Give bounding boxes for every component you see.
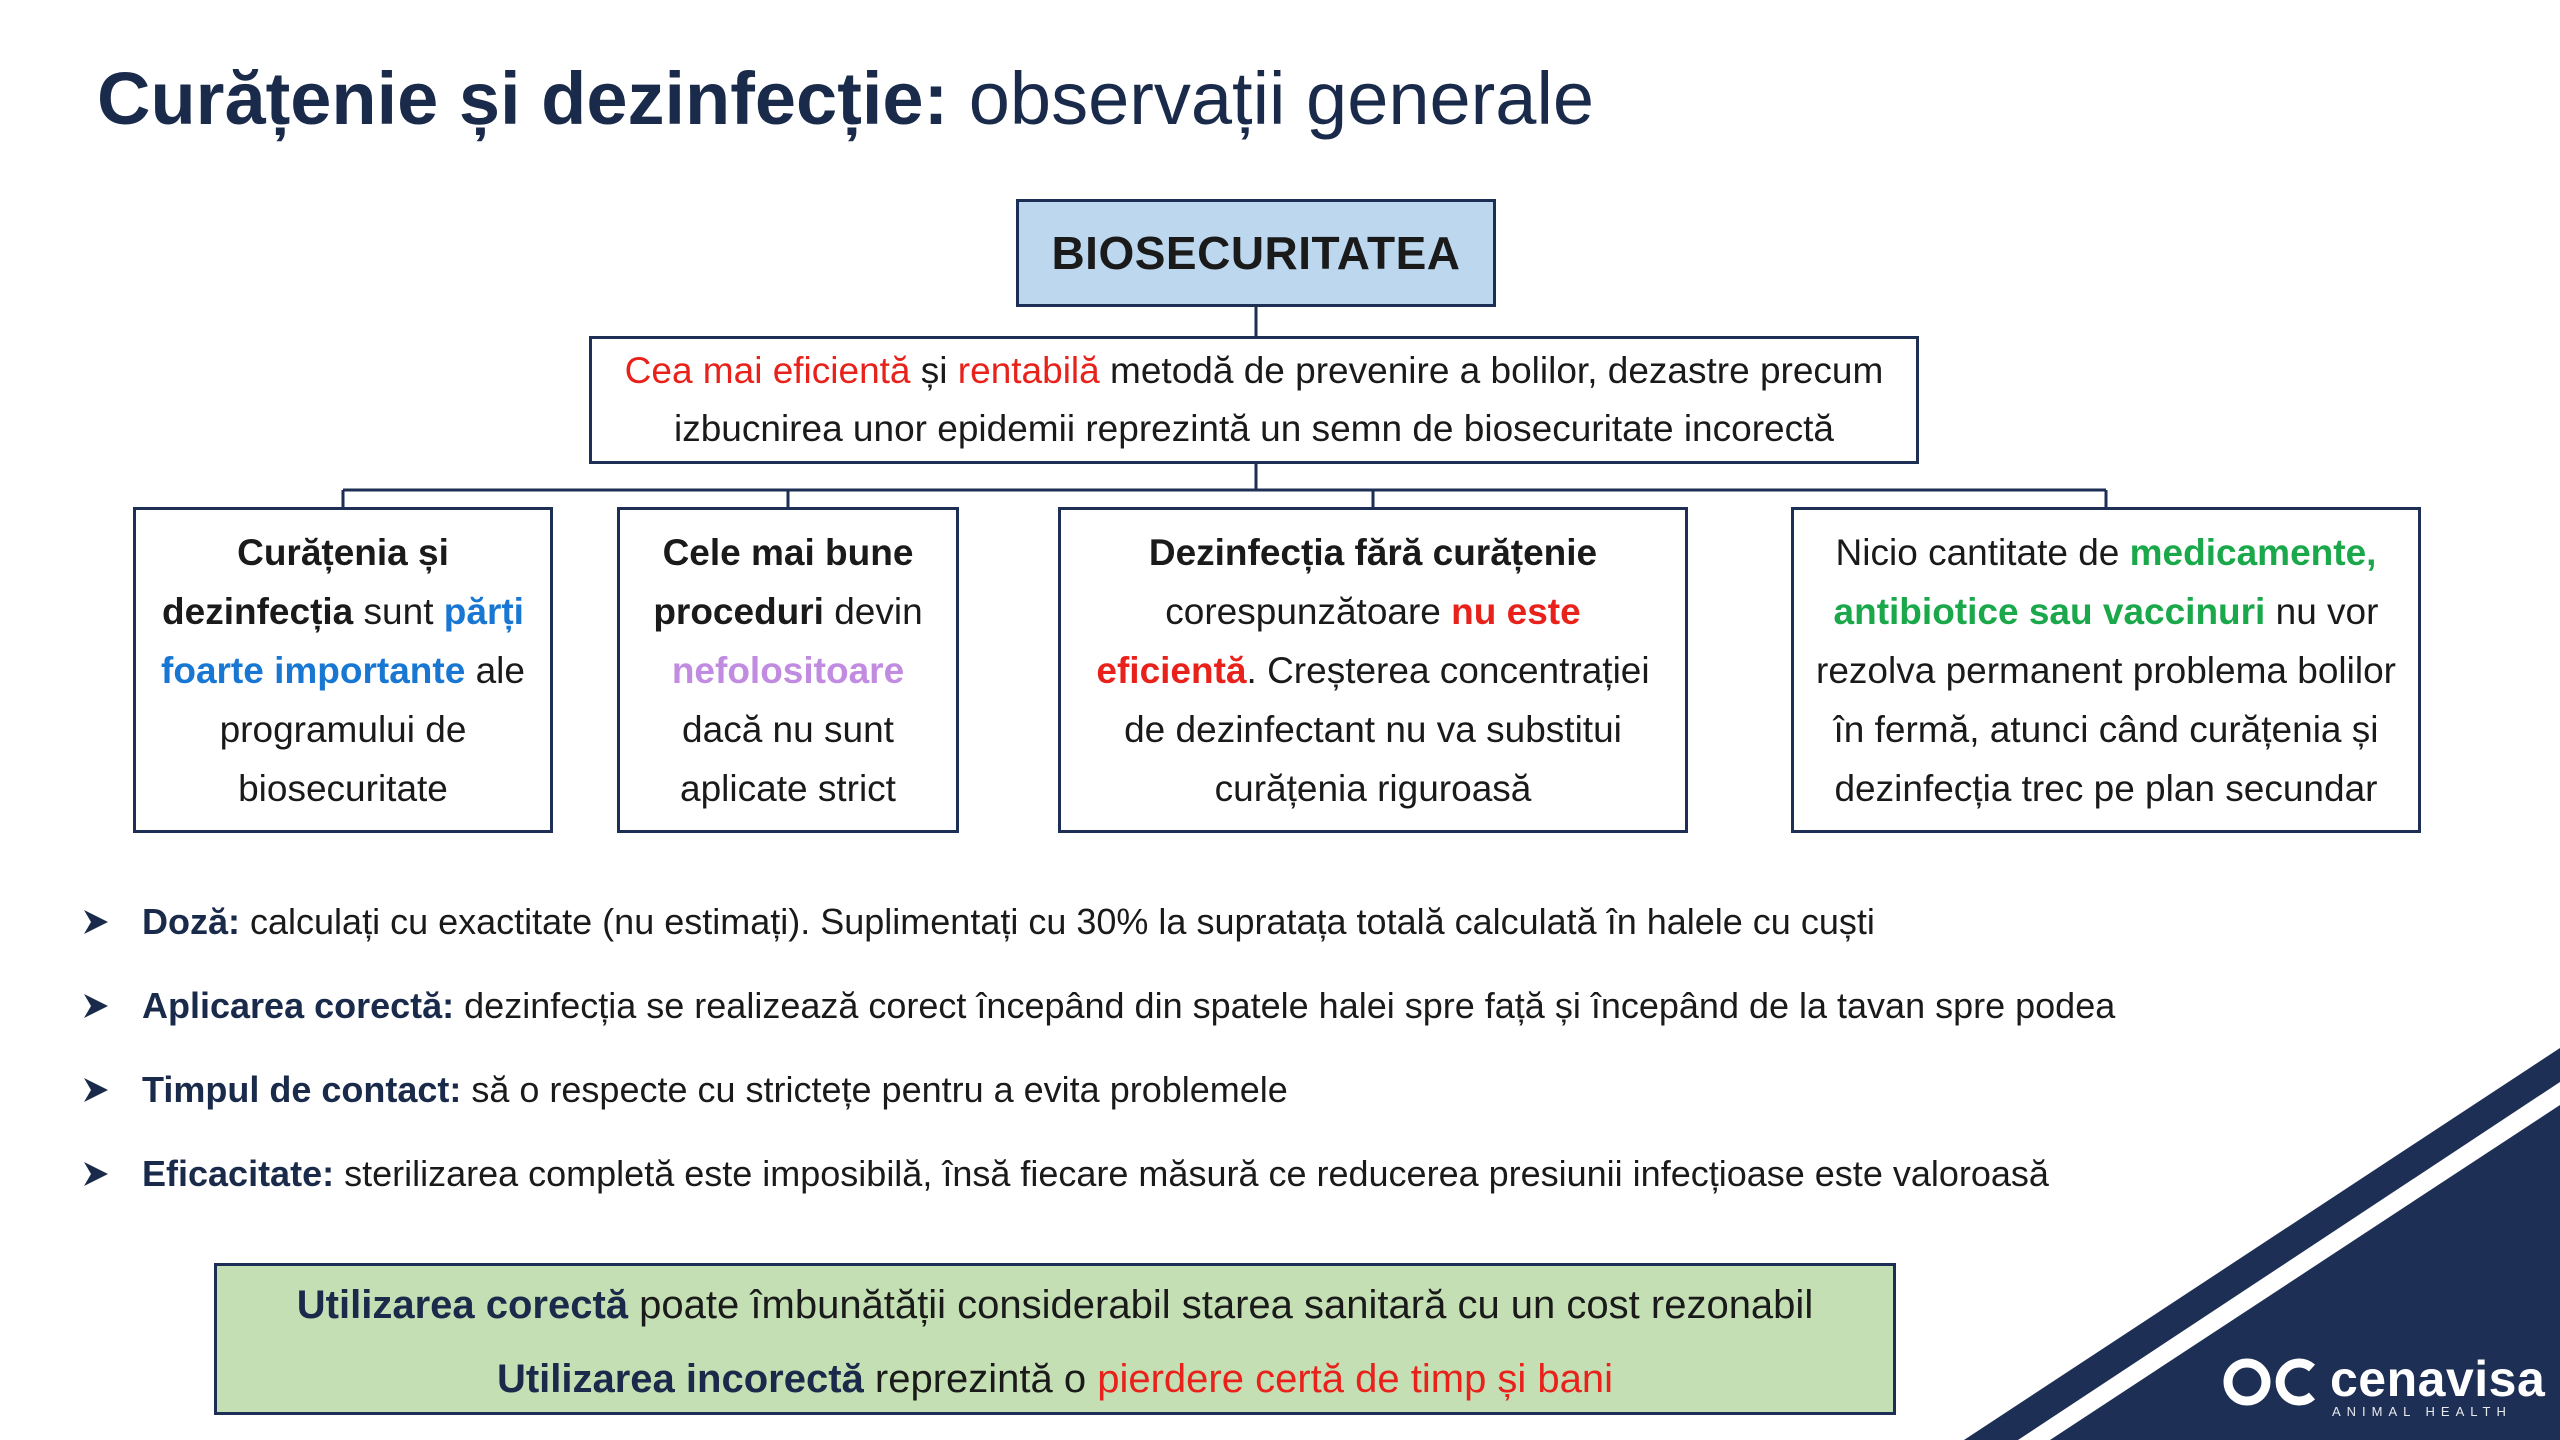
info-box-cleaning-t2: ale programului de biosecuritate bbox=[219, 649, 525, 809]
cenavisa-logo bbox=[2220, 1351, 2546, 1419]
biosecurity-label: BIOSECURITATEA bbox=[1051, 226, 1461, 279]
info-box-cleaning-t1: sunt bbox=[353, 590, 444, 632]
title-normal: observații generale bbox=[968, 57, 1595, 140]
brand-name: cenavisa bbox=[2330, 1351, 2546, 1407]
info-box-cleaning-bold: Curățenia și dezinfecția bbox=[162, 531, 449, 632]
info-box-disinfection-t1: corespunzătoare bbox=[1165, 590, 1452, 632]
definition-text-1: metodă de prevenire a bolilor, dezastre precum bbox=[1099, 350, 1884, 391]
brand-tagline: ANIMAL HEALTH bbox=[2332, 1404, 2512, 1419]
info-box-procedures-highlight: nefolositoare bbox=[671, 649, 905, 691]
info-box-procedures-t1: devin bbox=[823, 590, 923, 632]
bullet-label: Timpul de contact: bbox=[142, 1069, 462, 1110]
info-box-disinfection-bold: Dezinfecția fără curățenie bbox=[1148, 531, 1598, 573]
info-box-procedures-t2: dacă nu sunt aplicate strict bbox=[680, 708, 896, 809]
bullet-body: dezinfecția se realizează corect începând din spatele halei spre față și începând de la tavan spre podea bbox=[454, 985, 2116, 1026]
definition-text-2: izbucnirea unor epidemii reprezintă un semn de biosecuritate incorectă bbox=[674, 408, 1834, 449]
definition-highlight-profitable: rentabilă bbox=[957, 350, 1100, 391]
definition-text-and: și bbox=[910, 350, 958, 391]
title-bold: Curățenie și dezinfecție: bbox=[97, 57, 949, 140]
info-box-procedures-bold: Cele mai bune proceduri bbox=[653, 531, 914, 632]
info-box-disinfection-highlight: nu este eficientă bbox=[1096, 590, 1581, 691]
bullet-label: Eficacitate: bbox=[142, 1153, 335, 1194]
summary-incorrect-highlight: pierdere certă de timp și bani bbox=[1097, 1357, 1614, 1401]
bullet-label: Doză: bbox=[142, 901, 240, 942]
summary-correct-bold: Utilizarea corectă bbox=[296, 1283, 629, 1327]
bullet-body: să o respecte cu strictețe pentru a evita problemele bbox=[461, 1069, 1288, 1110]
info-box-cleaning-highlight: părți foarte importante bbox=[161, 590, 524, 691]
info-box-medication-highlight: medicamente, antibiotice sau vaccinuri bbox=[1833, 531, 2377, 632]
summary-correct-text: poate îmbunătății considerabil starea sanitară cu un cost rezonabil bbox=[628, 1283, 1814, 1327]
bullet-label: Aplicarea corectă: bbox=[142, 985, 455, 1026]
definition-highlight-efficient: Cea mai eficientă bbox=[624, 350, 911, 391]
summary-incorrect-text: reprezintă o bbox=[863, 1357, 1098, 1401]
cenavisa-logo-icon bbox=[2220, 1354, 2320, 1410]
info-box-disinfection-t2: . Creșterea concentrației de dezinfectant nu va substitui curățenia riguroasă bbox=[1124, 649, 1650, 809]
summary-incorrect-bold: Utilizarea incorectă bbox=[496, 1357, 864, 1401]
bullet-body: calculați cu exactitate (nu estimați). Suplimentați cu 30% la supratața totală calculată în halele cu cuști bbox=[240, 901, 1875, 942]
info-box-medication-t2: nu vor rezolva permanent problema bolilor în fermă, atunci când curățenia și dezinfecția trec pe plan secundar bbox=[1816, 590, 2396, 809]
bullet-body: sterilizarea completă este imposibilă, însă fiecare măsură ce reducerea presiunii infecțioase este valoroasă bbox=[334, 1153, 2049, 1194]
info-box-medication-t1: Nicio cantitate de bbox=[1835, 531, 2130, 573]
